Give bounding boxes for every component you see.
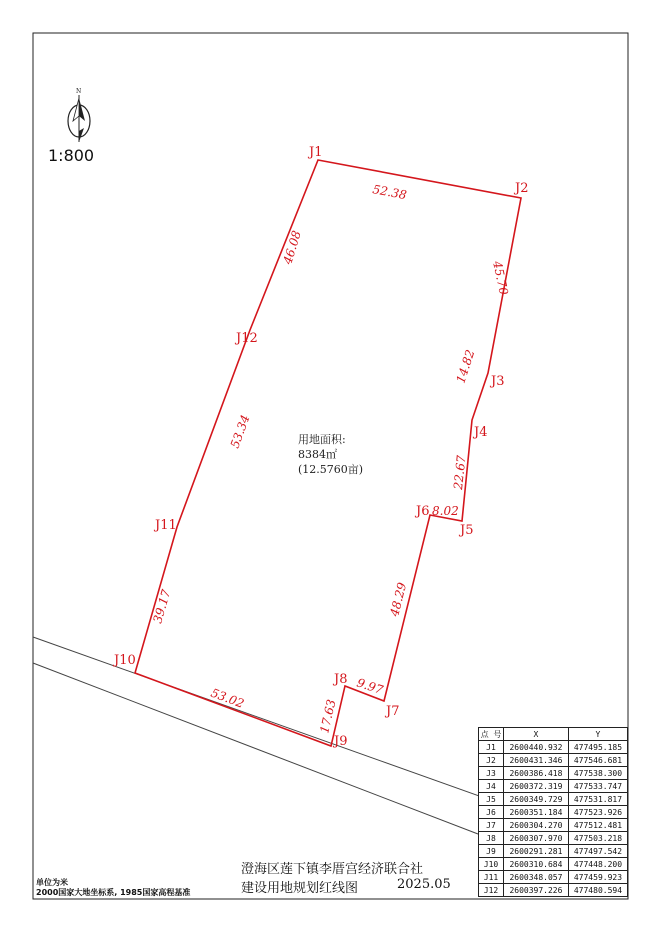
table-cell: J1 — [479, 741, 504, 754]
road-edge-lower — [33, 663, 478, 834]
map-date: 2025.05 — [397, 877, 451, 892]
table-cell: 477538.300 — [568, 767, 627, 780]
table-cell: 2600304.270 — [504, 819, 569, 832]
table-row — [479, 832, 628, 845]
edge-length-j12-j1: 46.08 — [280, 228, 304, 266]
table-row — [479, 858, 628, 871]
edge-length-j9-j10: 53.02 — [208, 685, 247, 711]
table-cell: 477546.681 — [568, 754, 627, 767]
edge-length-j1-j2: 52.38 — [371, 182, 408, 203]
table-cell: 477533.747 — [568, 780, 627, 793]
table-cell: 477531.817 — [568, 793, 627, 806]
map-title-line2: 建设用地规划红线图 — [241, 881, 359, 896]
edge-length-j3-j4: 14.82 — [453, 347, 478, 385]
area-label: 用地面积: — [298, 433, 346, 446]
edge-length-j11-j12: 53.34 — [227, 412, 253, 451]
table-cell: 477480.594 — [568, 884, 627, 897]
edge-length-j7-j8: 9.97 — [355, 675, 385, 698]
point-label-j5: J5 — [460, 523, 474, 538]
point-label-j4: J4 — [474, 425, 488, 440]
table-cell: J10 — [479, 858, 504, 871]
area-sqm: 8384㎡ — [298, 448, 337, 461]
table-cell: J5 — [479, 793, 504, 806]
map-scale: 1:800 — [48, 146, 95, 165]
table-row — [479, 754, 628, 767]
table-cell: 477459.923 — [568, 871, 627, 884]
point-label-j6: J6 — [416, 504, 430, 519]
table-header-y: Y — [568, 728, 627, 741]
table-cell: 2600372.319 — [504, 780, 569, 793]
edge-length-j2-j3: 45.70 — [490, 259, 511, 297]
table-row — [479, 806, 628, 819]
table-row — [479, 780, 628, 793]
table-cell: 2600349.729 — [504, 793, 569, 806]
table-cell: 2600397.226 — [504, 884, 569, 897]
point-label-j12: J12 — [236, 331, 258, 346]
table-row — [479, 871, 628, 884]
table-cell: 2600307.970 — [504, 832, 569, 845]
table-cell: 2600348.057 — [504, 871, 569, 884]
table-header-x: X — [504, 728, 569, 741]
point-label-j1: J1 — [309, 145, 323, 160]
edge-length-j8-j9: 17.63 — [317, 698, 339, 735]
table-row — [479, 741, 628, 754]
north-label: N — [76, 88, 82, 95]
table-cell: J9 — [479, 845, 504, 858]
point-label-j11: J11 — [155, 518, 177, 533]
point-label-j9: J9 — [334, 734, 348, 749]
datum-note: 2000国家大地坐标系, 1985国家高程基准 — [36, 888, 191, 897]
table-cell: J2 — [479, 754, 504, 767]
point-label-j3: J3 — [491, 374, 505, 389]
coordinate-table — [478, 727, 628, 897]
table-header-row — [479, 728, 628, 741]
table-row — [479, 819, 628, 832]
table-cell: 2600291.281 — [504, 845, 569, 858]
table-cell: 477512.481 — [568, 819, 627, 832]
table-row — [479, 767, 628, 780]
table-row — [479, 845, 628, 858]
edge-length-j5-j6: 8.02 — [432, 504, 459, 518]
table-row — [479, 793, 628, 806]
table-cell: 477497.542 — [568, 845, 627, 858]
point-label-j2: J2 — [515, 181, 529, 196]
table-cell: J7 — [479, 819, 504, 832]
table-header-point: 点 号 — [479, 728, 504, 741]
table-cell: J11 — [479, 871, 504, 884]
table-cell: 477503.218 — [568, 832, 627, 845]
table-cell: 477448.200 — [568, 858, 627, 871]
table-cell: J8 — [479, 832, 504, 845]
table-cell: 2600431.346 — [504, 754, 569, 767]
table-cell: 2600440.932 — [504, 741, 569, 754]
table-cell: J12 — [479, 884, 504, 897]
point-label-j8: J8 — [334, 672, 348, 687]
edge-length-j10-j11: 39.17 — [150, 587, 174, 625]
table-cell: J3 — [479, 767, 504, 780]
table-cell: J6 — [479, 806, 504, 819]
table-cell: 2600386.418 — [504, 767, 569, 780]
edge-length-j4-j5: 22.67 — [451, 454, 469, 491]
table-cell: 2600310.684 — [504, 858, 569, 871]
table-cell: 477523.926 — [568, 806, 627, 819]
table-cell: 2600351.184 — [504, 806, 569, 819]
table-row — [479, 884, 628, 897]
table-cell: 477495.185 — [568, 741, 627, 754]
unit-note: 单位为米 — [36, 878, 68, 887]
north-arrow-icon — [68, 95, 90, 142]
point-label-j10: J10 — [114, 653, 136, 668]
area-mu: (12.5760亩) — [298, 463, 364, 476]
edge-length-j6-j7: 48.29 — [387, 581, 410, 618]
map-title-line1: 澄海区莲下镇李厝宫经济联合社 — [241, 862, 424, 877]
point-label-j7: J7 — [386, 704, 400, 719]
table-cell: J4 — [479, 780, 504, 793]
